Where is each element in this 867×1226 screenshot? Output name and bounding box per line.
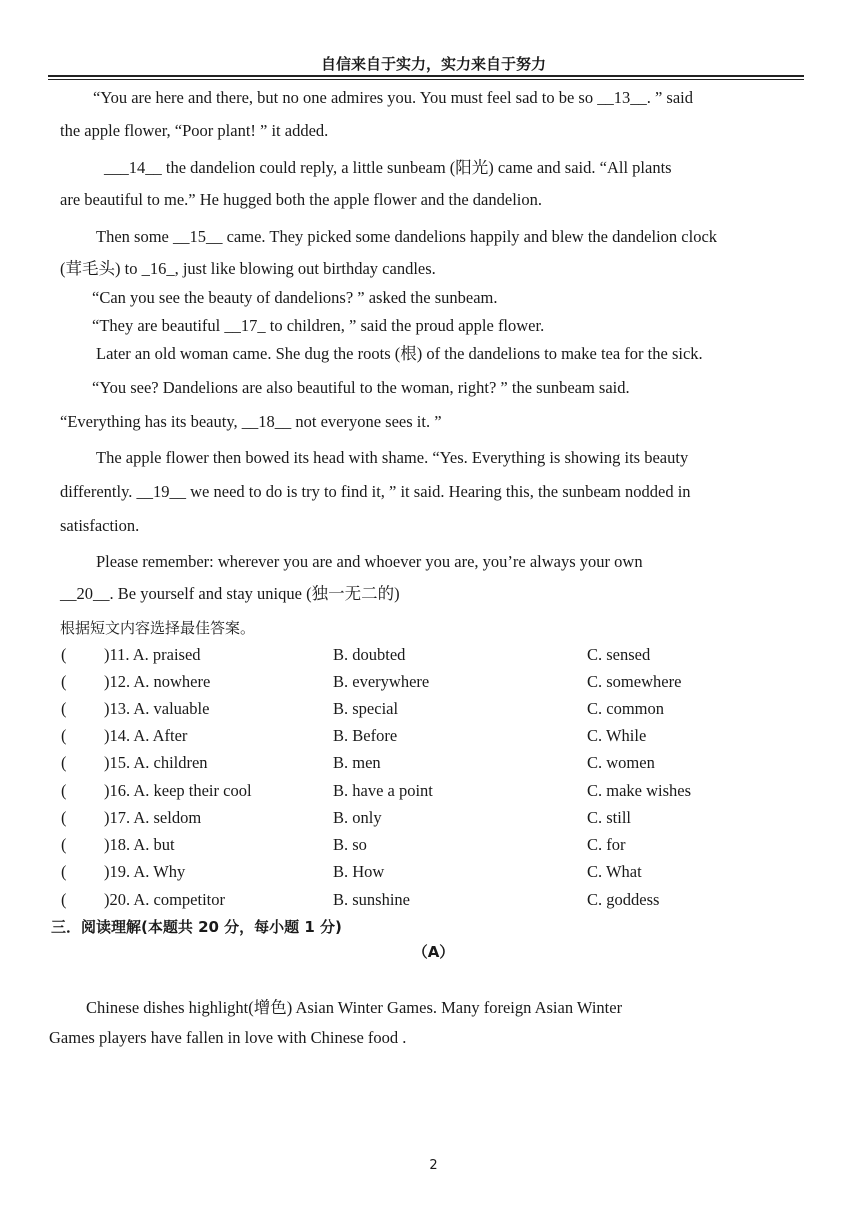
option-a: )12. A. nowhere: [104, 672, 211, 691]
option-a: )20. A. competitor: [104, 890, 225, 909]
passage-line: Please remember: wherever you are and whoever you are, you’re always your own: [96, 552, 643, 571]
option-c: C. common: [587, 699, 664, 718]
option-a: )17. A. seldom: [104, 808, 202, 827]
answer-blank-paren: (: [61, 672, 67, 691]
passage-line: The apple flower then bowed its head with shame. “Yes. Everything is showing its beauty: [96, 448, 689, 467]
option-b: B. so: [333, 835, 367, 854]
option-c: C. make wishes: [587, 781, 692, 800]
answer-blank-paren: (: [61, 645, 67, 664]
page-number: 2: [429, 1158, 438, 1173]
passage-line: (茸毛头) to _16_, just like blowing out birthday candles.: [60, 259, 436, 278]
passage-line: Later an old woman came. She dug the roots (根) of the dandelions to make tea for the sick.: [96, 344, 703, 363]
answer-blank-paren: (: [61, 781, 67, 800]
passage-line: are beautiful to me.” He hugged both the apple flower and the dandelion.: [60, 190, 542, 209]
option-a: )15. A. children: [104, 753, 208, 772]
section-subheading: （A）: [412, 943, 455, 961]
option-a: )19. A. Why: [104, 862, 186, 881]
answer-blank-paren: (: [61, 699, 67, 718]
passage-line: “Can you see the beauty of dandelions? ” asked the sunbeam.: [92, 288, 498, 307]
option-c: C. While: [587, 726, 647, 745]
option-row: [0, 725, 867, 747]
answer-blank-paren: (: [61, 890, 67, 909]
passage-line: __20__. Be yourself and stay unique (独一无二的): [60, 584, 400, 603]
header-rule-thin: [48, 79, 804, 80]
option-a: )11. A. praised: [104, 645, 201, 664]
article-line: Chinese dishes highlight(增色) Asian Winter Games. Many foreign Asian Winter: [86, 998, 623, 1017]
answer-blank-paren: (: [61, 835, 67, 854]
passage-line: “They are beautiful __17_ to children, ” said the proud apple flower.: [92, 316, 545, 335]
option-b: B. men: [333, 753, 381, 772]
option-c: C. What: [587, 862, 642, 881]
option-c: C. women: [587, 753, 655, 772]
option-b: B. only: [333, 808, 382, 827]
option-c: C. sensed: [587, 645, 651, 664]
option-row: [0, 644, 867, 666]
answer-blank-paren: (: [61, 726, 67, 745]
passage-line: the apple flower, “Poor plant! ” it added.: [60, 121, 329, 140]
option-row: [0, 752, 867, 774]
passage-line: satisfaction.: [60, 516, 140, 535]
option-row: [0, 698, 867, 720]
option-row: [0, 671, 867, 693]
passage-line: “You are here and there, but no one admires you. You must feel sad to be so __13__. ” said: [93, 88, 694, 107]
header-rule-thick: [48, 75, 804, 77]
option-b: B. Before: [333, 726, 398, 745]
instruction-text: 根据短文内容选择最佳答案。: [60, 619, 256, 637]
option-b: B. How: [333, 862, 385, 881]
answer-blank-paren: (: [61, 862, 67, 881]
option-a: )16. A. keep their cool: [104, 781, 252, 800]
passage-line: ___14__ the dandelion could reply, a little sunbeam (阳光) came and said. “All plants: [104, 158, 672, 177]
option-row: [0, 807, 867, 829]
option-c: C. for: [587, 835, 626, 854]
option-a: )13. A. valuable: [104, 699, 210, 718]
option-c: C. somewhere: [587, 672, 682, 691]
option-c: C. goddess: [587, 890, 660, 909]
option-a: )14. A. After: [104, 726, 188, 745]
answer-blank-paren: (: [61, 753, 67, 772]
passage-line: differently. __19__ we need to do is try to find it, ” it said. Hearing this, the sunbeam nodded in: [60, 482, 691, 501]
option-c: C. still: [587, 808, 632, 827]
option-b: B. have a point: [333, 781, 433, 800]
page-header-motto: 自信来自于实力，实力来自于努力: [320, 55, 546, 73]
option-b: B. doubted: [333, 645, 406, 664]
option-b: B. everywhere: [333, 672, 430, 691]
option-b: B. special: [333, 699, 399, 718]
section-heading: 三．阅读理解(本题共 20 分，每小题 1 分): [51, 918, 342, 936]
option-row: [0, 889, 867, 911]
passage-line: Then some __15__ came. They picked some dandelions happily and blew the dandelion clock: [96, 227, 718, 246]
passage-line: “You see? Dandelions are also beautiful to the woman, right? ” the sunbeam said.: [92, 378, 630, 397]
option-row: [0, 861, 867, 883]
option-b: B. sunshine: [333, 890, 411, 909]
answer-blank-paren: (: [61, 808, 67, 827]
option-row: [0, 780, 867, 802]
option-a: )18. A. but: [104, 835, 175, 854]
passage-line: “Everything has its beauty, __18__ not everyone sees it. ”: [60, 412, 442, 431]
option-row: [0, 834, 867, 856]
article-line: Games players have fallen in love with Chinese food .: [49, 1028, 407, 1047]
